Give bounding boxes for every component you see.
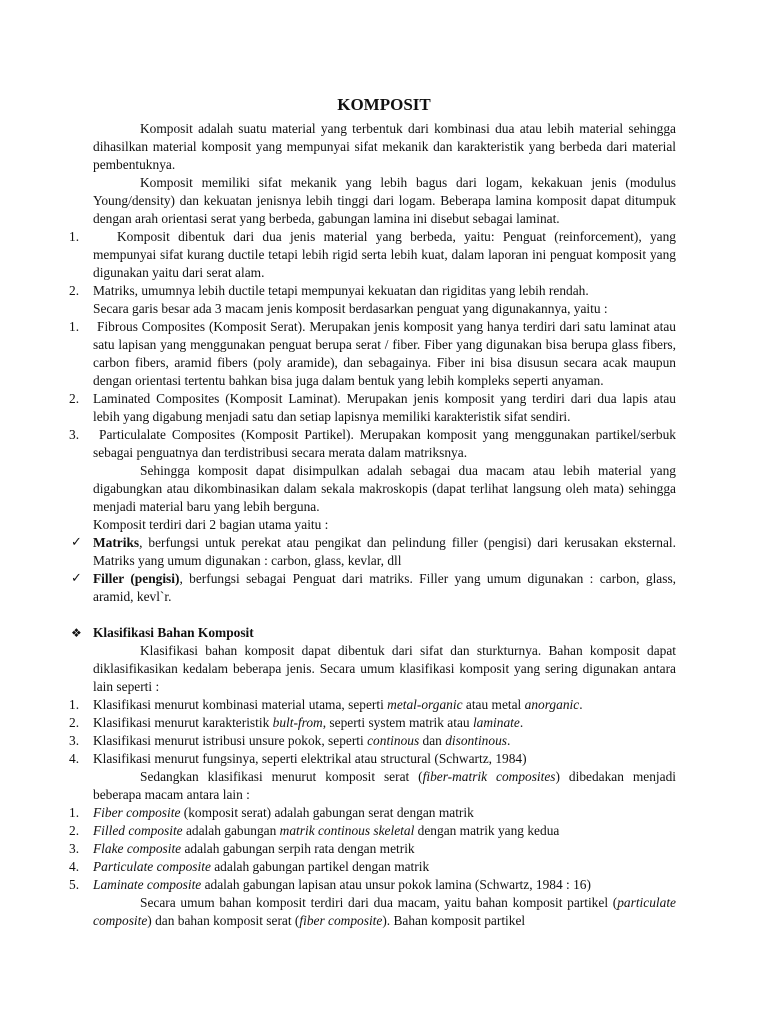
composite-types-list (69, 318, 676, 462)
diamond-bullet-icon: ❖ (71, 626, 82, 640)
list-item: 2. Laminated Composites (Komposit Laminat). Merupakan jenis komposit yang terdiri dari dua lapis atau lebih yang digabung menjadi satu dan setiap lapisnya memiliki karakteristik sifat sendiri. (69, 391, 676, 424)
page-title: KOMPOSIT (337, 95, 431, 114)
part-text: , berfungsi sebagai Penguat dari matriks. Filler yang umum digunakan : carbon, glass, aramid, kevl`r. (93, 571, 676, 604)
fiber-classification-list (69, 804, 676, 894)
list-item: 3. Particulalate Composites (Komposit Partikel). Merupakan komposit yang menggunakan partikel/serbuk sebagai penguatnya dan terdistribusi secara merata dalam matriksnya. (69, 427, 676, 460)
part-text: , berfungsi untuk perekat atau pengikat dan pelindung filler (pengisi) dari kerusakan eksternal. Matriks yang umum digunakan : carbon, glass, kevlar, dll (93, 535, 676, 568)
part-term: Matriks (93, 535, 140, 550)
part-term: Filler (pengisi) (93, 571, 180, 586)
list-item-text: Particulalate Composites (Komposit Partikel). Merupakan komposit yang menggunakan partikel/serbuk sebagai penguatnya dan terdistribusi secara merata dalam matriksnya. (93, 427, 676, 460)
intro-paragraph-1: Komposit adalah suatu material yang terbentuk dari kombinasi dua atau lebih material sehingga dihasilkan material komposit yang mempunyai sifat mekanik dan karakteristik yang berbeda dari material pembentuknya. (93, 121, 676, 172)
list-item: 2. Klasifikasi menurut karakteristik bult-from, seperti system matrik atau laminate. (69, 715, 524, 730)
section-heading: Klasifikasi Bahan Komposit (93, 625, 254, 640)
checkmark-icon: ✓ (71, 571, 82, 586)
list-item-text: Komposit dibentuk dari dua jenis material yang berbeda, yaitu: Penguat (reinforcement), yang mempunyai sifat kurang ductile tetapi lebih rigid serta lebih kuat, dalam laporan ini penguat komposit yang digunakan yaitu dari serat alam. (93, 229, 676, 280)
section-heading-row (71, 624, 676, 642)
list-item: 5. Laminate composite adalah gabungan lapisan atau unsur pokok lamina (Schwartz, 1984 : 16) (69, 877, 591, 892)
list-item: 4. Klasifikasi menurut fungsinya, seperti elektrikal atau structural (Schwartz, 1984) (69, 751, 527, 766)
list-item: 4. Particulate composite adalah gabungan partikel dengan matrik (69, 859, 430, 874)
document-body (69, 120, 676, 930)
list-item: 1. Fiber composite (komposit serat) adalah gabungan serat dengan matrik (69, 805, 474, 820)
classification-intro: Klasifikasi bahan komposit dapat dibentuk dari sifat dan sturkturnya. Bahan komposit dapat diklasifikasikan kedalam beberapa jenis. Secara umum klasifikasi komposit yang sering digunakan antara lain seperti : (93, 643, 676, 694)
list-item: 2. Filled composite adalah gabungan matrik continous skeletal dengan matrik yang kedua (69, 823, 560, 838)
fiber-classification-intro: Sedangkan klasifikasi menurut komposit serat (fiber-matrik composites) dibedakan menjadi beberapa macam antara lain : (93, 769, 676, 802)
list-item: 1. Komposit dibentuk dari dua jenis material yang berbeda, yaitu: Penguat (reinforcement), yang mempunyai sifat kurang ductile tetapi lebih rigid serta lebih kuat, dalam laporan ini penguat komposit yang digunakan yaitu dari serat alam. (69, 229, 676, 280)
list-item-text: Matriks, umumnya lebih ductile tetapi mempunyai kekuatan dan rigiditas yang lebih rendah. (93, 283, 589, 298)
part-item-matriks (71, 534, 676, 570)
list-item: 1. Fibrous Composites (Komposit Serat). Merupakan jenis komposit yang hanya terdiri dari satu laminat atau satu lapisan yang menggunakan penguat berupa serat / fiber. Fiber yang digunakan bisa berupa glass fibers, carbon fibers, aramid fibers (poly aramide), dan sebagainya. Fiber ini bisa disusun secara acak maupun dengan orientasi tertentu bahkan bisa juga dalam bentuk yang lebih kompleks seperti anyaman. (69, 319, 676, 388)
list-item-text: Laminated Composites (Komposit Laminat). Merupakan jenis komposit yang terdiri dari dua lapis atau lebih yang digabung menjadi satu dan setiap lapisnya memiliki karakteristik sifat sendiri. (93, 391, 676, 424)
list-item: 3. Flake composite adalah gabungan serpih rata dengan metrik (69, 841, 415, 856)
checkmark-icon: ✓ (71, 535, 82, 550)
classification-list (69, 696, 676, 768)
closing-paragraph: Secara umum bahan komposit terdiri dari dua macam, yaitu bahan komposit partikel (particulate composite) dan bahan komposit serat (fiber composite). Bahan komposit partikel (93, 895, 676, 928)
list-item: 2. Matriks, umumnya lebih ductile tetapi mempunyai kekuatan dan rigiditas yang lebih rendah. (69, 283, 589, 298)
list-item-text: Fibrous Composites (Komposit Serat). Merupakan jenis komposit yang hanya terdiri dari satu laminat atau satu lapisan yang menggunakan penguat berupa serat / fiber. Fiber yang digunakan bisa berupa glass fibers, carbon fibers, aramid fibers (poly aramide), dan sebagainya. Fiber ini bisa disusun secara acak maupun dengan orientasi tertentu bahkan bisa juga dalam bentuk yang lebih kompleks seperti anyaman. (93, 319, 676, 388)
conclusion-paragraph: Sehingga komposit dapat disimpulkan adalah sebagai dua macam atau lebih material yang digabungkan atau dikombinasikan dalam sekala makroskopis (dapat terlihat langsung oleh mata) sehingga menjadi material baru yang lebih berguna. (93, 463, 676, 514)
types-intro: Secara garis besar ada 3 macam jenis komposit berdasarkan penguat yang digunakannya, yaitu : (93, 301, 608, 316)
intro-paragraph-2: Komposit memiliki sifat mekanik yang lebih bagus dari logam, kekakuan jenis (modulus Young/density) dan kekuatan jenisnya lebih tinggi dari logam. Beberapa lamina komposit dapat ditumpuk dengan arah orientasi serat yang berbeda, gabungan lamina ini disebut sebagai laminat. (93, 175, 676, 226)
composite-components-list (69, 228, 676, 300)
list-item: 3. Klasifikasi menurut istribusi unsure pokok, seperti continous dan disontinous. (69, 733, 511, 748)
parts-intro: Komposit terdiri dari 2 bagian utama yaitu : (93, 517, 329, 532)
part-item-filler (71, 570, 676, 606)
list-item: 1. Klasifikasi menurut kombinasi material utama, seperti metal-organic atau metal anorganic. (69, 697, 583, 712)
